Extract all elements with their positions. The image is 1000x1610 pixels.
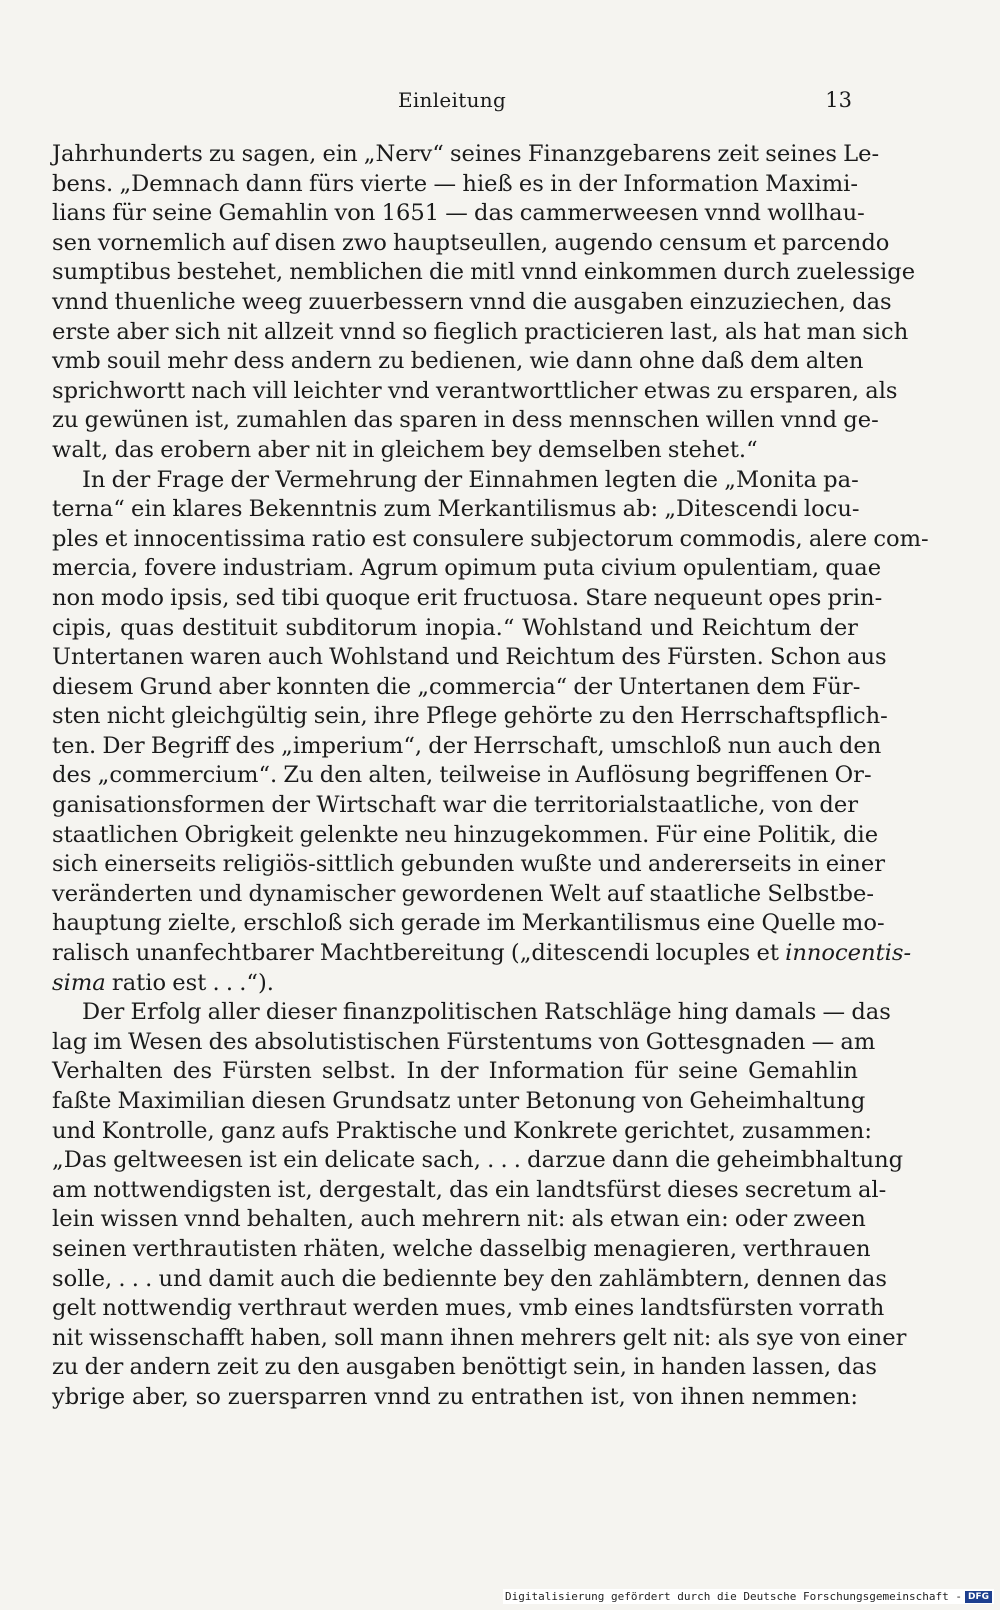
text-line: vmb souil mehr dess andern zu bedienen, wie dann ohne daß dem alten xyxy=(52,348,864,375)
text-line: faßte Maximilian diesen Grundsatz unter Betonung von Geheimhaltung xyxy=(52,1088,866,1114)
credit-text: Digitalisierung gefördert durch die Deutsche Forschungsgemeinschaft - xyxy=(505,1590,962,1603)
text-line-with-italic xyxy=(52,969,858,999)
text-line: nit wissenschafft haben, soll mann ihnen mehrers gelt nit: als sye von einer xyxy=(52,1324,907,1351)
text-line: Jahrhunderts zu sagen, ein „Nerv“ seines Finanzgebarens zeit seines Le- xyxy=(52,141,880,167)
page-number: 13 xyxy=(825,88,852,112)
running-title: Einleitung xyxy=(397,88,507,112)
digitization-credit xyxy=(503,1589,994,1604)
text-line: lag im Wesen des absolutistischen Fürstentums von Gottesgnaden — am xyxy=(52,1028,876,1055)
text-line: ganisationsformen der Wirtschaft war die territorialstaatliche, von der xyxy=(52,792,858,819)
text-line: vnnd thuenliche weeg zuuerbessern vnnd die ausgaben einzuziechen, das xyxy=(52,288,892,315)
text-line: In der Frage der Vermehrung der Einnahmen legten die „Monita pa- xyxy=(82,466,859,493)
text-line: solle, . . . und damit auch die bediennte bey den zahlämbtern, dennen das xyxy=(52,1265,887,1292)
text-line: non modo ipsis, sed tibi quoque erit fructuosa. Stare nequeunt opes prin- xyxy=(52,584,883,611)
text-line: sen vornemlich auf disen zwo hauptseullen, augendo censum et parcendo xyxy=(52,229,890,256)
italic-term: innocentis- xyxy=(785,940,912,967)
text-line-with-italic xyxy=(52,939,912,969)
dfg-logo: DFG xyxy=(965,1591,992,1603)
text-line: erste aber sich nit allzeit vnnd so fieglich practicieren last, als hat man sich xyxy=(52,318,909,345)
text-line: cipis, quas destituit subditorum inopia.“ Wohlstand und Reichtum der xyxy=(52,614,858,641)
text-line: ples et innocentissima ratio est consulere subjectorum commodis, alere com- xyxy=(52,525,929,552)
text-line: mercia, fovere industriam. Agrum opimum puta civium opulentiam, quae xyxy=(52,555,882,582)
text-line: diesem Grund aber konnten die „commercia“ der Untertanen dem Für- xyxy=(52,673,861,700)
text-line: terna“ ein klares Bekenntnis zum Merkantilismus ab: „Ditescendi locu- xyxy=(52,496,860,523)
text-line: „Das geltweesen ist ein delicate sach, . . . darzue dann die geheimbhaltung xyxy=(52,1147,904,1174)
text-line: Verhalten des Fürsten selbst. In der Information für seine Gemahlin xyxy=(52,1058,858,1085)
page-header xyxy=(52,88,852,116)
text-line: seinen verthrautisten rhäten, welche dasselbig menagieren, verthrauen xyxy=(52,1235,871,1262)
text-line: veränderten und dynamischer gewordenen Welt auf staatliche Selbstbe- xyxy=(52,880,875,907)
italic-term: sima xyxy=(52,969,106,996)
text-line: hauptung zielte, erschloß sich gerade im Merkantilismus eine Quelle mo- xyxy=(52,910,885,937)
text-segment: ralisch unanfechtbarer Machtbereitung („ditescendi locuples et xyxy=(52,940,786,967)
text-line: ten. Der Begriff des „imperium“, der Herrschaft, umschloß nun auch den xyxy=(52,732,882,759)
text-line: walt, das erobern aber nit in gleichem bey demselben stehet.“ xyxy=(52,436,758,463)
text-line: ybrige aber, so zuersparren vnnd zu entrathen ist, von ihnen nemmen: xyxy=(52,1383,858,1410)
text-line: sich einerseits religiös-sittlich gebunden wußte und andererseits in einer xyxy=(52,851,886,878)
text-line: zu gewünen ist, zumahlen das sparen in dess mennschen willen vnnd ge- xyxy=(52,407,879,434)
text-line: Untertanen waren auch Wohlstand und Reichtum des Fürsten. Schon aus xyxy=(52,644,887,671)
text-line: am nottwendigsten ist, dergestalt, das ein landtsfürst dieses secretum al- xyxy=(52,1176,887,1203)
text-line: sumptibus bestehet, nemblichen die mitl vnnd einkommen durch zuelessige xyxy=(52,259,916,286)
text-line: lians für seine Gemahlin von 1651 — das cammerweesen vnnd wollhau- xyxy=(52,200,865,227)
body-text xyxy=(52,140,929,1413)
text-line: staatlichen Obrigkeit gelenkte neu hinzugekommen. Für eine Politik, die xyxy=(52,821,879,848)
text-line: Der Erfolg aller dieser finanzpolitischen Ratschläge hing damals — das xyxy=(82,999,891,1026)
text-line: zu der andern zeit zu den ausgaben benöttigt sein, in handen lassen, das xyxy=(52,1354,877,1381)
text-line: gelt nottwendig verthraut werden mues, vmb eines landtsfürsten vorrath xyxy=(52,1295,885,1322)
text-line: des „commercium“. Zu den alten, teilweise in Auflösung begriffenen Or- xyxy=(52,762,872,789)
text-line: lein wissen vnnd behalten, auch mehrern nit: als etwan ein: oder zween xyxy=(52,1206,866,1233)
text-line: sprichwortt nach vill leichter vnd verantworttlicher etwas zu ersparen, als xyxy=(52,377,898,404)
text-segment: ratio est . . .“). xyxy=(111,969,274,996)
text-line: und Kontrolle, ganz aufs Praktische und Konkrete gerichtet, zusammen: xyxy=(52,1117,872,1144)
text-line: bens. „Demnach dann fürs vierte — hieß es in der Information Maximi- xyxy=(52,170,858,197)
text-line: sten nicht gleichgültig sein, ihre Pflege gehörte zu den Herrschaftspflich- xyxy=(52,703,888,730)
